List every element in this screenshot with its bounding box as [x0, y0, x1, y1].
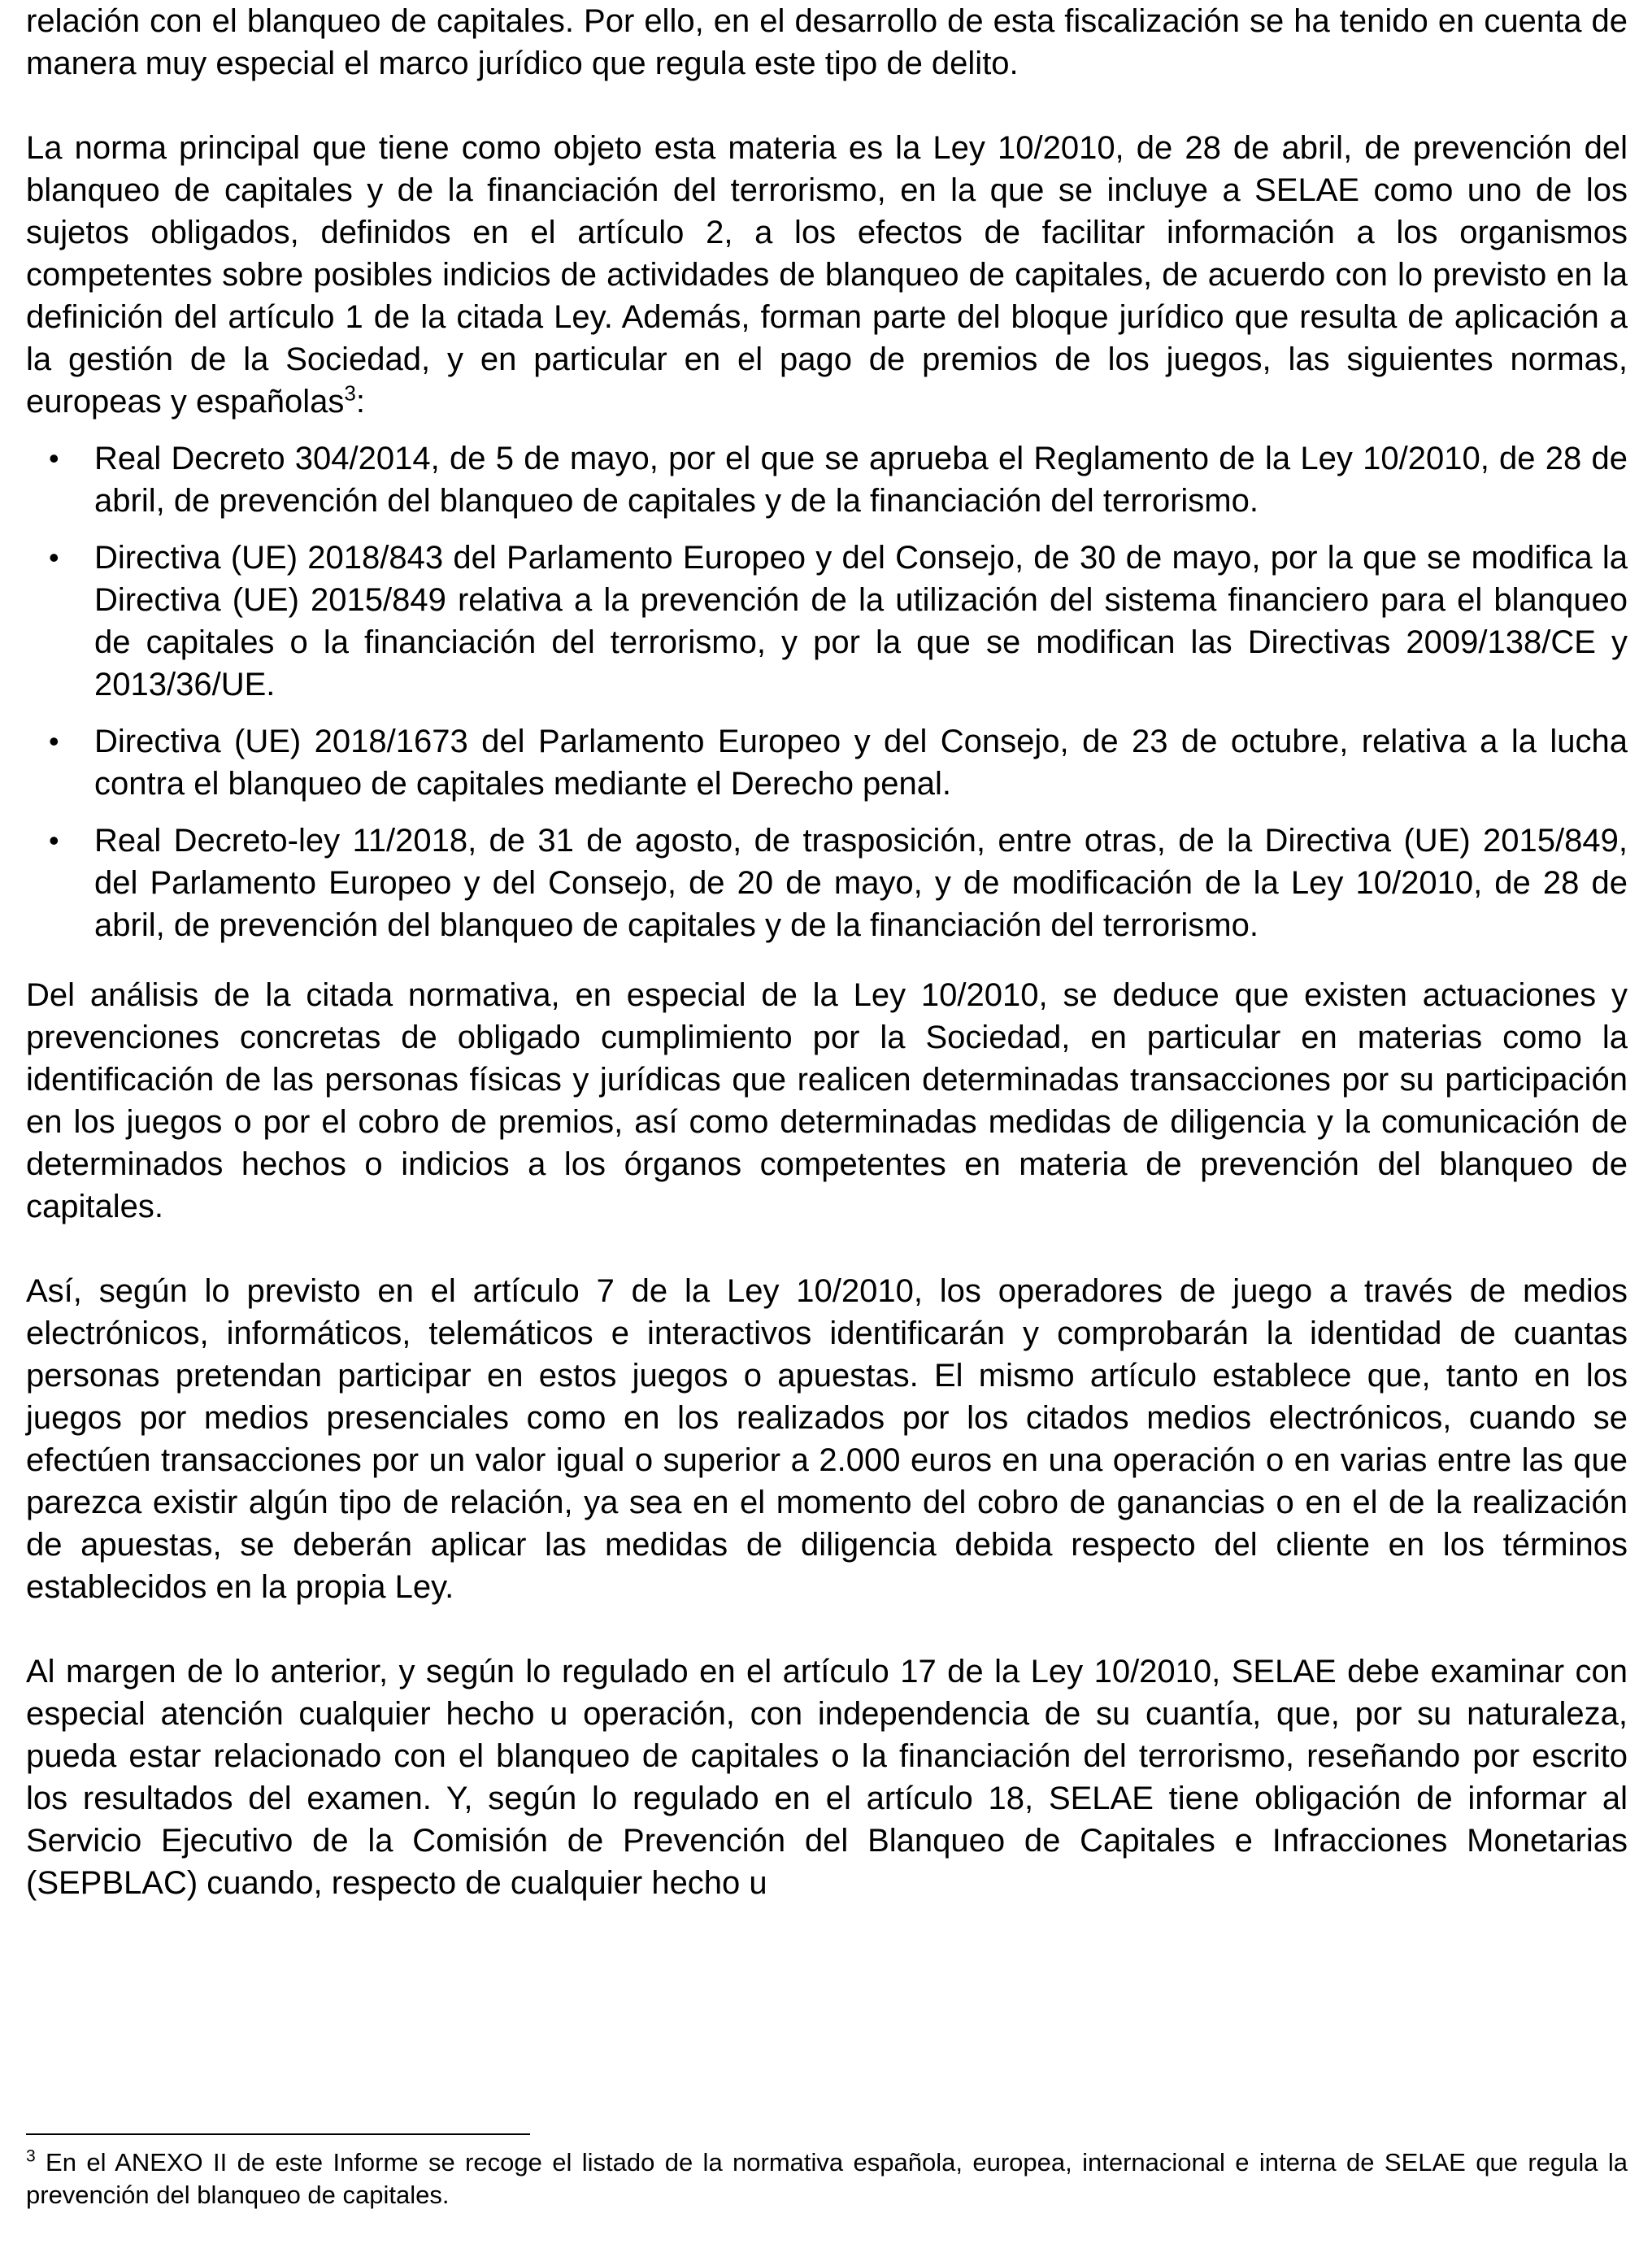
footnote-text: En el ANEXO II de este Informe se recoge el listado de la normativa española, europea, internacional e interna de SELAE que regula la prevención del blanqueo de capitales. — [26, 2148, 1628, 2209]
paragraph-3: Del análisis de la citada normativa, en especial de la Ley 10/2010, se deduce que existen actuaciones y prevenciones concretas de obligado cumplimiento por la Sociedad, en particular en materias como la identificación de las personas físicas y jurídicas que realicen determinadas transacciones por su participación en los juegos o por el cobro de premios, así como determinadas medidas de diligencia y la comunicación de determinados hechos o indicios a los órganos competentes en materia de prevención del blanqueo de capitales. — [26, 977, 1628, 1224]
bullet-icon: • — [49, 824, 59, 857]
regulation-list — [26, 437, 1628, 946]
list-item-text: Real Decreto-ley 11/2018, de 31 de agosto, de trasposición, entre otras, de la Directiva (UE) 2015/849, del Parlamento Europeo y del Consejo, de 20 de mayo, y de modificación de la Ley 10/2010, de 28 de abril, de prevención del blanqueo de capitales y de la financiación del terrorismo. — [94, 823, 1628, 943]
footnote — [26, 2146, 1628, 2211]
document-body — [26, 0, 1628, 1904]
paragraph-1: relación con el blanqueo de capitales. Por ello, en el desarrollo de esta fiscalización se ha tenido en cuenta de manera muy especial el marco jurídico que regula este tipo de delito. — [26, 3, 1628, 81]
paragraph-2-text: La norma principal que tiene como objeto esta materia es la Ley 10/2010, de 28 de abril, de prevención del blanqueo de capitales y de la financiación del terrorismo, en la que se incluye a SELAE como uno de los sujetos obligados, definidos en el artículo 2, a los efectos de facilitar información a los organismos competentes sobre posibles indicios de actividades de blanqueo de capitales, de acuerdo con lo previsto en la definición del artículo 1 de la citada Ley. Además, forman parte del bloque jurídico que resulta de aplicación a la gestión de la Sociedad, y en particular en el pago de premios de los juegos, las siguientes normas, europeas y españolas — [26, 130, 1628, 420]
list-item-text: Real Decreto 304/2014, de 5 de mayo, por el que se aprueba el Reglamento de la Ley 10/2010, de 28 de abril, de prevención del blanqueo de capitales y de la financiación del terrorismo. — [94, 441, 1628, 519]
footnote-number: 3 — [26, 2146, 36, 2166]
footnote-divider — [26, 2133, 530, 2135]
list-item — [26, 537, 1628, 706]
bullet-icon: • — [49, 724, 59, 758]
list-item — [26, 720, 1628, 805]
paragraph-5: Al margen de lo anterior, y según lo regulado en el artículo 17 de la Ley 10/2010, SELAE debe examinar con especial atención cualquier hecho u operación, con independencia de su cuantía, que, por su naturaleza, pueda estar relacionado con el blanqueo de capitales o la financiación del terrorismo, reseñando por escrito los resultados del examen. Y, según lo regulado en el artículo 18, SELAE tiene obligación de informar al Servicio Ejecutivo de la Comisión de Prevención del Blanqueo de Capitales e Infracciones Monetarias (SEPBLAC) cuando, respecto de cualquier hecho u — [26, 1654, 1628, 1901]
list-item-text: Directiva (UE) 2018/1673 del Parlamento Europeo y del Consejo, de 23 de octubre, relativa a la lucha contra el blanqueo de capitales mediante el Derecho penal. — [94, 724, 1628, 802]
paragraph-2-end: : — [355, 384, 365, 420]
list-item — [26, 437, 1628, 522]
list-item-text: Directiva (UE) 2018/843 del Parlamento Europeo y del Consejo, de 30 de mayo, por la que se modifica la Directiva (UE) 2015/849 relativa a la prevención de la utilización del sistema financiero para el blanqueo de capitales o la financiación del terrorismo, y por la que se modifican las Directivas 2009/138/CE y 2013/36/UE. — [94, 540, 1628, 702]
footnote-reference[interactable]: 3 — [344, 381, 356, 406]
bullet-icon: • — [49, 541, 59, 574]
list-item — [26, 820, 1628, 946]
paragraph-4: Así, según lo previsto en el artículo 7 de la Ley 10/2010, los operadores de juego a través de medios electrónicos, informáticos, telemáticos e interactivos identificarán y comprobarán la identidad de cuantas personas pretendan participar en estos juegos o apuestas. El mismo artículo establece que, tanto en los juegos por medios presenciales como en los realizados por los citados medios electrónicos, cuando se efectúen transacciones por un valor igual o superior a 2.000 euros en una operación o en varias entre las que parezca existir algún tipo de relación, ya sea en el momento del cobro de ganancias o en el de la realización de apuestas, se deberán aplicar las medidas de diligencia debida respecto del cliente en los términos establecidos en la propia Ley. — [26, 1273, 1628, 1605]
paragraph-2 — [26, 127, 1628, 423]
bullet-icon: • — [49, 441, 59, 475]
